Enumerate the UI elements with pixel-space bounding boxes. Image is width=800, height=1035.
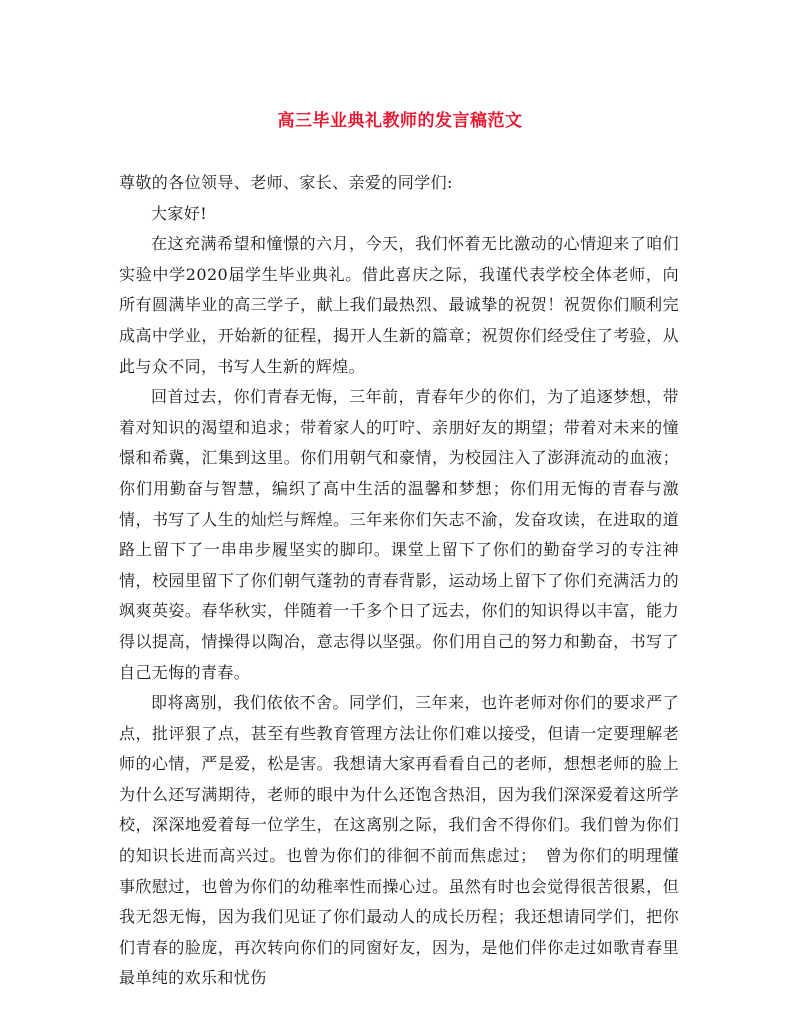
paragraph: 回首过去，你们青春无悔，三年前，青春年少的你们，为了追逐梦想，带着对知识的渴望和追求；带着家人的叮咛、亲朋好友的期望；带着对未来的憧憬和希冀，汇集到这里。你们用朝气和豪情，为校园注入了澎湃流动的血液；你们用勤奋与智慧，编织了高中生活的温馨和梦想；你们用无悔的青春与激情，书写了人生的灿烂与辉煌。三年来你们矢志不渝，发奋攻读，在进取的道路上留下了一串串步履坚实的脚印。课堂上留下了你们的勤奋学习的专注神情，校园里留下了你们朝气蓬勃的青春背影，运动场上留下了你们充满活力的飒爽英姿。春华秋实，伴随着一千多个日了远去，你们的知识得以丰富，能力得以提高，情操得以陶冶，意志得以坚强。你们用自己的努力和勤奋，书写了自己无悔的青春。	[119, 387, 679, 682]
document-title: 高三毕业典礼教师的发言稿范文	[277, 111, 523, 131]
greeting: 大家好!	[151, 203, 208, 223]
salutation: 尊敬的各位领导、老师、家长、亲爱的同学们:	[119, 173, 453, 192]
paragraph: 即将离别，我们依依不舍。同学们，三年来，也许老师对你们的要求严了点，批评狠了点，甚至有些教育管理方法让你们难以接受，但请一定要理解老师的心情，严是爱，松是害。我想请大家再看看自己的老师，想想老师的脸上为什么还写满期待，老师的眼中为什么还饱含热泪，因为我们深深爱着这所学校，深深地爱着每一位学生，在这离别之际，我们舍不得你们。我们曾为你们的知识长进而高兴过。也曾为你们的徘徊不前而焦虑过； 曾为你们的明理懂事欣慰过，也曾为你们的幼稚率性而操心过。虽然有时也会觉得很苦很累，但我无怨无悔，因为我们见证了你们最动人的成长历程；我还想请同学们，把你们青春的脸庞，再次转向你们的同窗好友，因为，是他们伴你走过如歌青春里最单纯的欢乐和忧伤	[119, 693, 679, 988]
paragraph: 在这充满希望和憧憬的六月，今天，我们怀着无比激动的心情迎来了咱们实验中学2020届学生毕业典礼。借此喜庆之际，我谨代表学校全体老师，向所有圆满毕业的高三学子，献上我们最热烈、最诚挚的祝贺！祝贺你们顺利完成高中学业，开始新的征程，揭开人生新的篇章；祝贺你们经受住了考验，从此与众不同，书写人生新的辉煌。	[119, 234, 679, 376]
document-body	[119, 168, 679, 994]
